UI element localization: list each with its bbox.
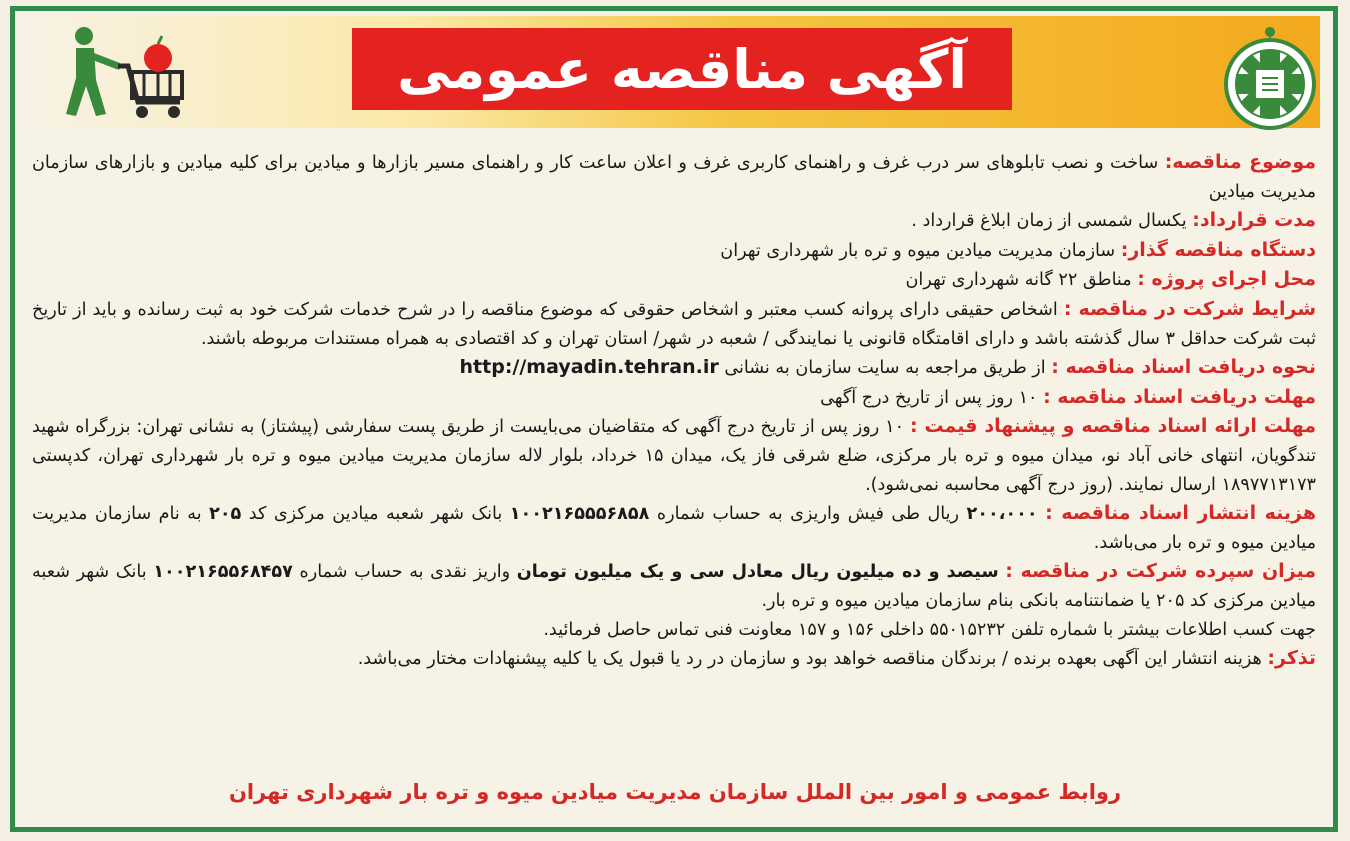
deposit-label: میزان سپرده شرکت در مناقصه : — [1005, 560, 1317, 583]
tender-body — [32, 148, 1316, 674]
tehran-municipality-logo-icon — [1222, 22, 1318, 134]
duration-paragraph — [32, 206, 1316, 236]
deposit-amount: سیصد و ده میلیون ریال معادل سی و یک میلیون تومان — [516, 562, 999, 583]
deposit-text-2: بانک شهر شعبه میادین مرکزی کد ۲۰۵ یا ضمانتنامه بانکی بنام سازمان میادین میوه و تره بار. — [32, 562, 1316, 611]
note-text: هزینه انتشار این آگهی بعهده برنده / برندگان مناقصه خواهد بود و سازمان در رد یا قبول یک یا کلیه پیشنهادات مختار می‌باشد. — [357, 649, 1262, 670]
documents-text: از طریق مراجعه به سایت سازمان به نشانی — [724, 358, 1046, 379]
documents-label: نحوه دریافت اسناد مناقصه : — [1051, 356, 1316, 379]
location-label: محل اجرای پروژه : — [1137, 268, 1316, 291]
fee-text-1: ریال طی فیش واریزی به حساب شماره — [656, 504, 960, 525]
deposit-text-1: واریز نقدی به حساب شماره — [299, 562, 511, 583]
contact-text: جهت کسب اطلاعات بیشتر با شماره تلفن ۵۵۰۱۵۲۳۲ داخلی ۱۵۶ و ۱۵۷ معاونت فنی تماس حاصل فرمائید. — [543, 619, 1316, 640]
subject-label: موضوع مناقصه: — [1164, 151, 1317, 173]
submission-label: مهلت ارائه اسناد مناقصه و پیشنهاد قیمت : — [909, 415, 1317, 438]
subject-text: ساخت و نصب تابلوهای سر درب غرف و راهنمای کاربری غرف و اعلان ساعت کار و راهنمای مسیر بازارها و میادین برای کلیه میادین و بازارهای سازمان مدیریت میادین — [32, 153, 1316, 202]
note-label: تذکر: — [1267, 647, 1316, 670]
fee-paragraph — [32, 499, 1316, 557]
duration-text: یکسال شمسی از زمان ابلاغ قرارداد . — [911, 211, 1187, 232]
fee-branch-code: ۲۰۵ — [209, 504, 242, 525]
conditions-label: شرایط شرکت در مناقصه : — [1063, 297, 1317, 320]
submission-text: ۱۰ روز پس از تاریخ درج آگهی که متقاضیان می‌بایست از طریق پست سفارشی (پیشتاز) به نشانی تهران: بزرگراه شهید تندگویان، انتهای خانی آباد نو، میدان میوه و تره بار مرکزی، ضلع شرقی فاز یک، میدان ۱۵ خرداد، بلوار لاله سازمان مدیریت میادین میوه و تره بار شهرداری تهران، کدپستی ۱۸۹۷۷۱۳۱۷۳ ارسال نمایند. (روز درج آگهی محاسبه نمی‌شود). — [32, 417, 1316, 495]
conditions-paragraph — [32, 295, 1316, 353]
conditions-text: اشخاص حقیقی دارای پروانه کسب معتبر و اشخاص حقوقی که موضوع مناقصه را در شرح خدمات شرکت خود به ثبت رسانده و باید از تاریخ ثبت شرکت حداقل ۳ سال گذشته باشد و دارای اقامتگاه قانونی یا نمایندگی / شعبه در شهر/ استان تهران و کد اقتصادی به همراه مستندات مربوطه باشند. — [32, 299, 1316, 349]
submission-paragraph — [32, 412, 1316, 499]
location-paragraph — [32, 265, 1316, 295]
deposit-account-number: ۱۰۰۲۱۶۵۵۶۸۴۵۷ — [153, 562, 293, 583]
contact-paragraph — [32, 616, 1316, 645]
tender-title-banner — [352, 28, 1012, 110]
authority-label: دستگاه مناقصه گذار: — [1120, 238, 1316, 261]
note-paragraph — [32, 644, 1316, 674]
deposit-paragraph — [32, 557, 1316, 615]
doc-deadline-label: مهلت دریافت اسناد مناقصه : — [1043, 385, 1316, 408]
authority-text: سازمان مدیریت میادین میوه و تره بار شهرداری تهران — [720, 240, 1116, 261]
footer-signature: روابط عمومی و امور بین الملل سازمان مدیریت میادین میوه و تره بار شهرداری تهران — [228, 780, 1122, 804]
fee-text-2: بانک شهر شعبه میادین مرکزی کد — [248, 504, 503, 525]
shopping-cart-icon — [62, 22, 192, 122]
subject-paragraph — [32, 148, 1316, 206]
duration-label: مدت قرارداد: — [1192, 209, 1316, 232]
authority-paragraph — [32, 236, 1316, 266]
fee-text-3: به نام سازمان مدیریت میادین میوه و تره بار می‌باشد. — [32, 504, 1316, 553]
page-title: آگهی مناقصه عمومی — [397, 37, 967, 101]
documents-paragraph — [32, 353, 1316, 383]
fee-amount: ۲۰۰،۰۰۰ — [966, 504, 1038, 525]
fee-label: هزینه انتشار اسناد مناقصه : — [1045, 502, 1317, 525]
fee-account-number: ۱۰۰۲۱۶۵۵۵۶۸۵۸ — [509, 504, 650, 525]
doc-deadline-text: ۱۰ روز پس از تاریخ درج آگهی — [820, 387, 1038, 408]
location-text: مناطق ۲۲ گانه شهرداری تهران — [905, 270, 1132, 291]
website-link[interactable]: http://mayadin.tehran.ir — [459, 356, 719, 379]
doc-deadline-paragraph — [32, 383, 1316, 413]
